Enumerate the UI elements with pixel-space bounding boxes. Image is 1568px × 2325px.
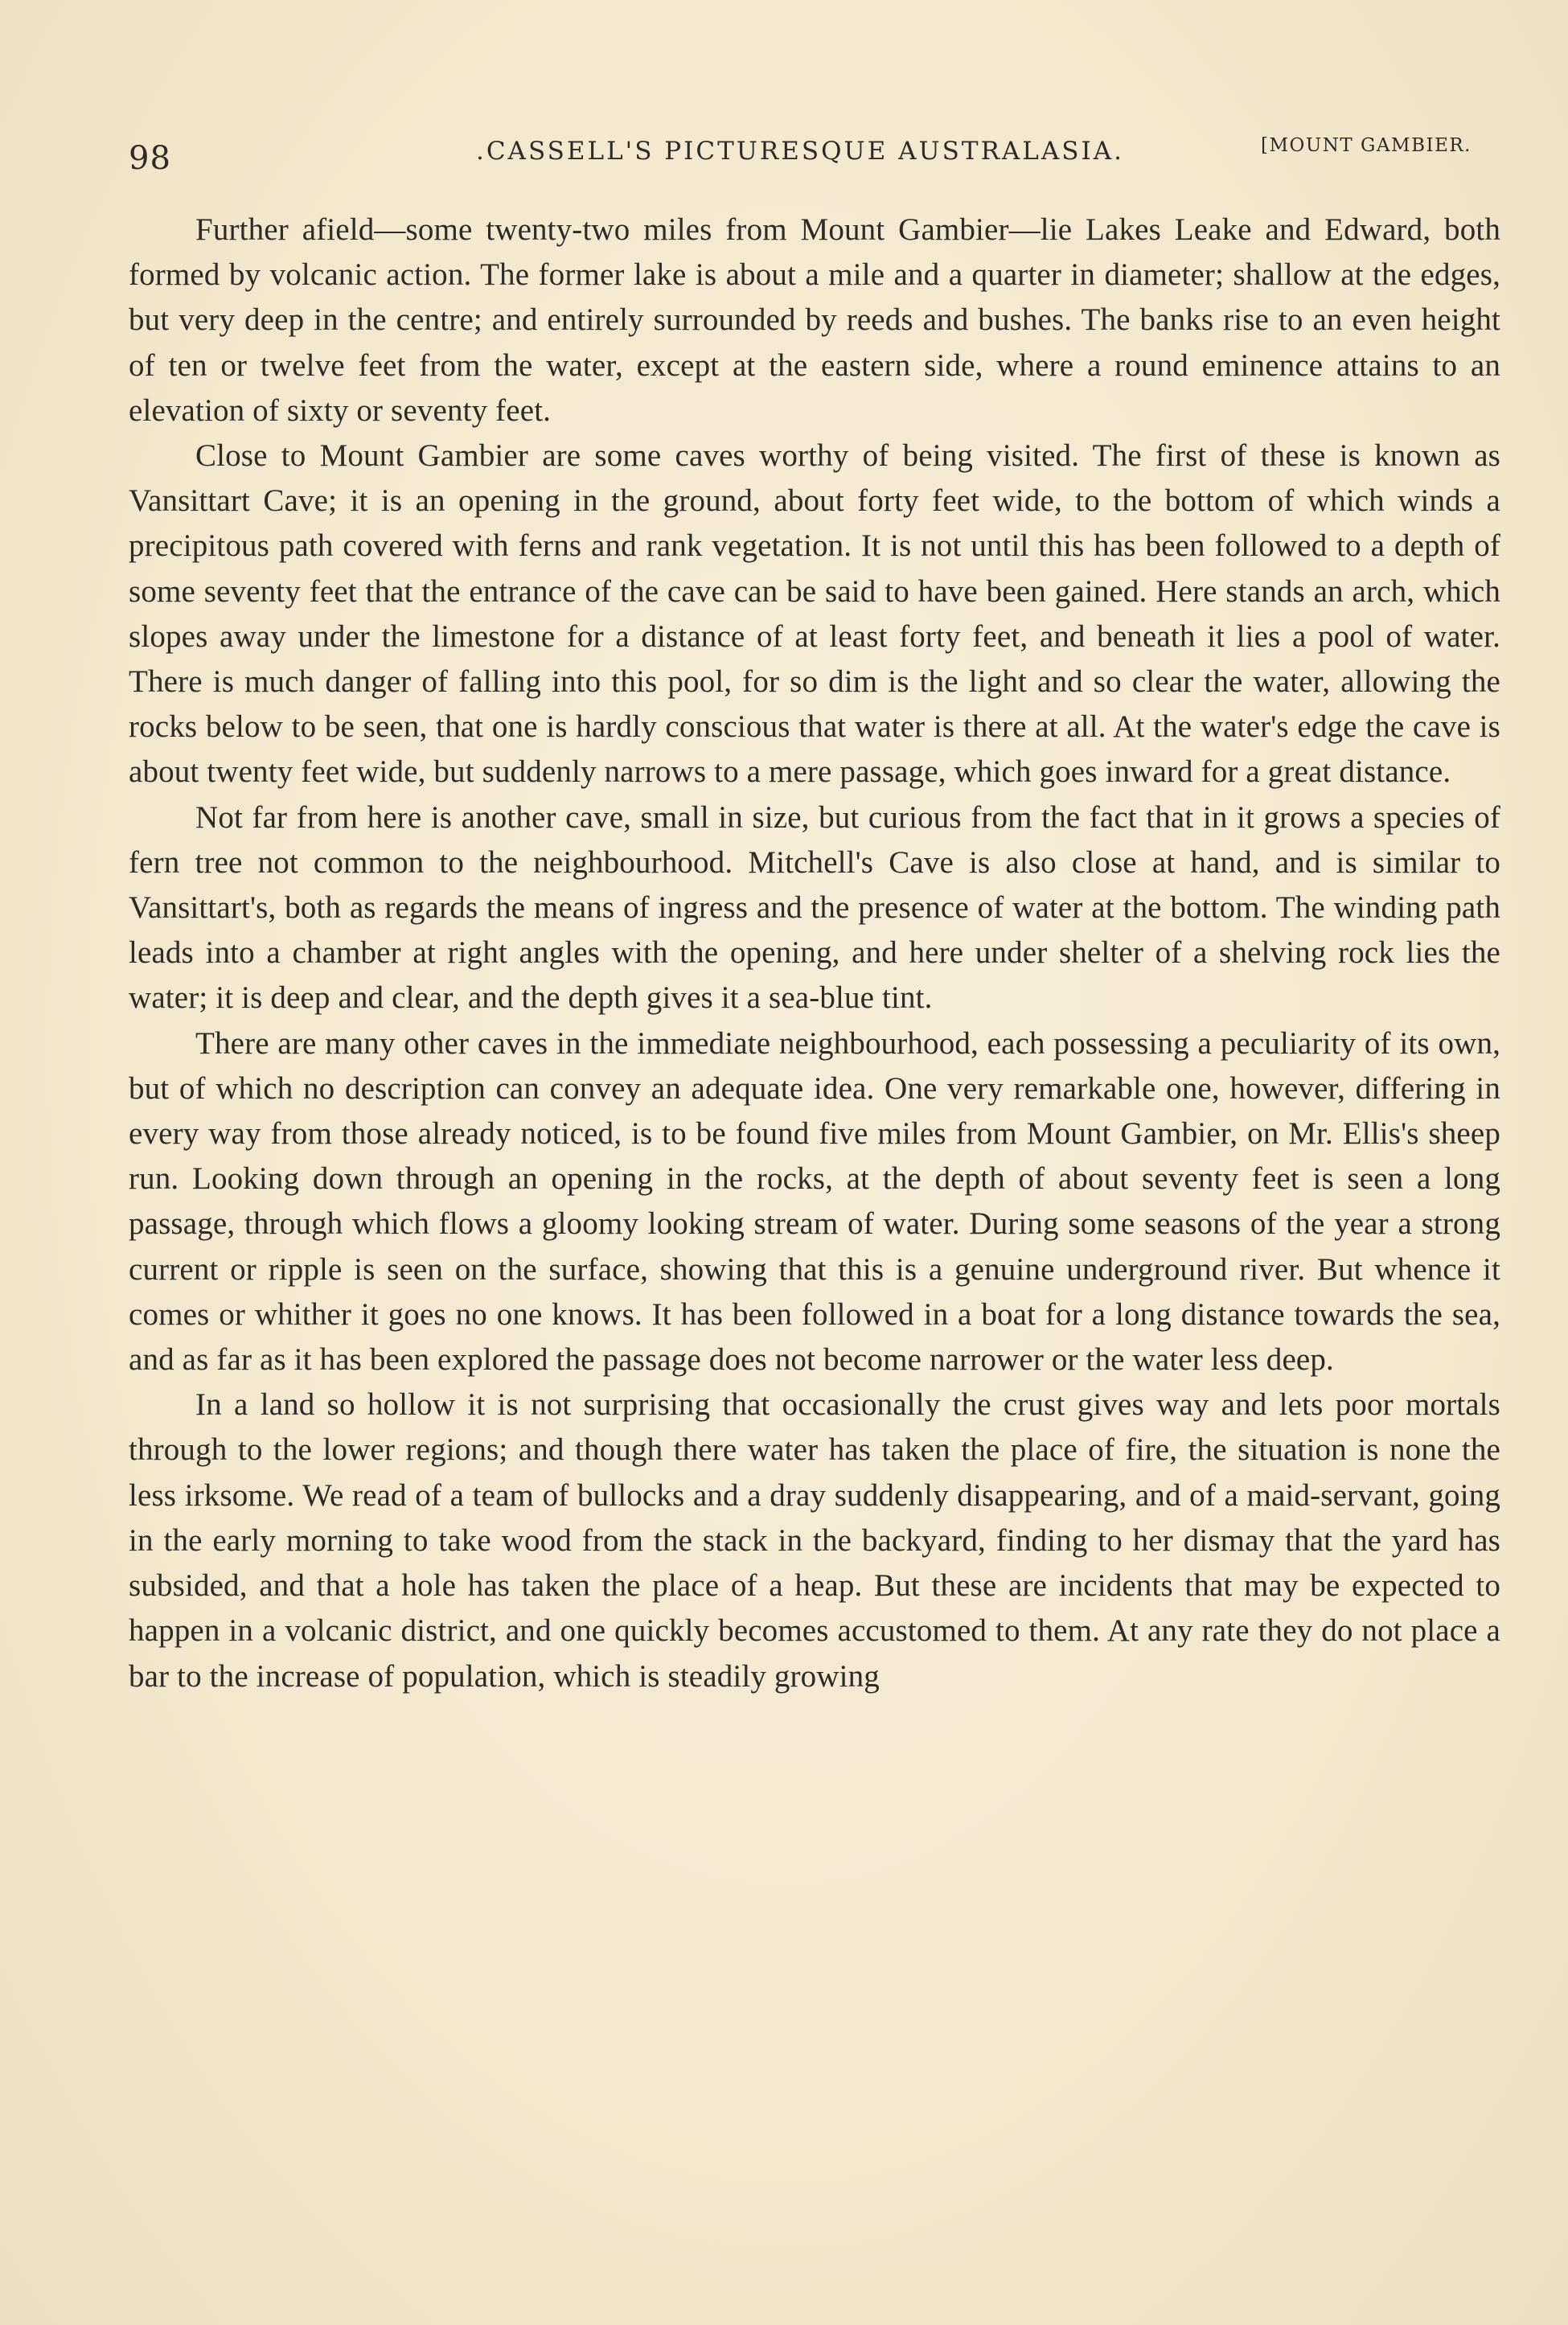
running-title: .CASSELL'S PICTURESQUE AUSTRALASIA. xyxy=(475,137,1124,166)
paragraph-lakes: Further afield—some twenty-two miles from Mount Gambier—lie Lakes Leake and Edward, both formed by volcanic action. The former lake is about a mile and a quarter in diameter; shallow at the edges, but very deep in the centre; and entirely surrounded by reeds and bushes. The banks rise to an even height of ten or twelve feet from the water, except at the eastern side, where a round eminence attains to an elevation of sixty or seventy feet. xyxy=(129,212,1500,428)
section-title: [MOUNT GAMBIER. xyxy=(1261,135,1472,156)
paragraph-vansittart-cave: Close to Mount Gambier are some caves worthy of being visited. The first of these is known as Vansittart Cave; it is an opening in the ground, about forty feet wide, to the bottom of which winds a precipitous path covered with ferns and rank vegetation. It is not until this has been followed to a depth of some seventy feet that the entrance of the cave can be said to have been gained. Here stands an arch, which slopes away under the limestone for a distance of at least forty feet, and beneath it lies a pool of water. There is much danger of falling into this pool, for so dim is the light and so clear the water, allowing the rocks below to be seen, that one is hardly conscious that water is there at all. At the water's edge the cave is about twenty feet wide, but suddenly narrows to a mere passage, which goes inward for a great distance. xyxy=(129,438,1500,790)
paragraph-underground-river: There are many other caves in the immediate neighbourhood, each possessing a peculiarity of its own, but of which no description can convey an adequate idea. One very remarkable one, however, differing in every way from those already noticed, is to be found five miles from Mount Gambier, on Mr. Ellis's sheep run. Looking down through an opening in the rocks, at the depth of about seventy feet is seen a long passage, through which flows a gloomy looking stream of water. During some seasons of the year a strong current or ripple is seen on the surface, showing that this is a genuine underground river. But whence it comes or whither it goes no one knows. It has been followed in a boat for a long distance towards the sea, and as far as it has been explored the passage does not become narrower or the water less deep. xyxy=(129,1025,1500,1378)
page-number: 98 xyxy=(129,140,171,177)
body-text xyxy=(129,207,1500,1699)
paragraph-hollow-land: In a land so hollow it is not surprising that occasionally the crust gives way and lets poor mortals through to the lower regions; and though there water has taken the place of fire, the situation is none the less irksome. We read of a team of bullocks and a dray suddenly disappearing, and of a maid-servant, going in the early morning to take wood from the stack in the backyard, finding to her dismay that the yard has subsided, and that a hole has taken the place of a heap. But these are incidents that may be expected to happen in a volcanic district, and one quickly becomes accustomed to them. At any rate they do not place a bar to the increase of population, which is steadily growing xyxy=(129,1387,1500,1694)
page-header xyxy=(129,129,1472,177)
paragraph-mitchells-cave: Not far from here is another cave, small in size, but curious from the fact that in it grows a species of fern tree not common to the neighbourhood. Mitchell's Cave is also close at hand, and is similar to Vansittart's, both as regards the means of ingress and the presence of water at the bottom. The winding path leads into a chamber at right angles with the opening, and here under shelter of a shelving rock lies the water; it is deep and clear, and the depth gives it a sea-blue tint. xyxy=(129,799,1500,1016)
